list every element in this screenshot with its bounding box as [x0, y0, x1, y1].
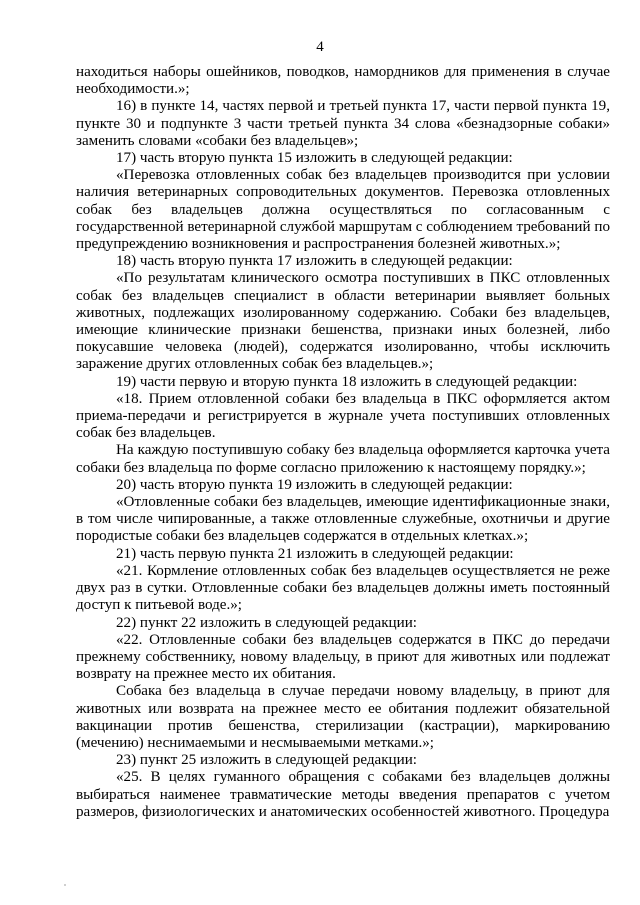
scan-speck — [64, 884, 66, 886]
paragraph-17: «25. В целях гуманного обращения с собаками без владельцев должны выбираться наименее травматические методы введения препаратов с учетом размеров, физиологических и анатомических особенностей животного. Процедура — [76, 769, 610, 820]
paragraph-10: «Отловленные собаки без владельцев, имеющие идентификационные знаки, в том числе чипированные, а также отловленные служебные, охотничьи и другие породистые собаки без владельцев содержатся в отдельных клетках.»; — [76, 494, 610, 545]
paragraph-15: Собака без владельца в случае передачи новому владельцу, в приют для животных или возврата на прежнее место ее обитания подлежит обязательной вакцинации против бешенства, стерилизации (кастрации), маркированию (мечению) неснимаемыми и несмываемыми метками.»; — [76, 683, 610, 751]
paragraph-8: На каждую поступившую собаку без владельца оформляется карточка учета собаки без владельца по форме согласно приложению к настоящему порядку.»; — [76, 442, 610, 476]
paragraph-13: 22) пункт 22 изложить в следующей редакции: — [116, 614, 417, 631]
paragraph-9: 20) часть вторую пункта 19 изложить в следующей редакции: — [116, 476, 513, 493]
paragraph-7: «18. Прием отловленной собаки без владельца в ПКС оформляется актом приема-передачи и регистрируется в журнале учета поступивших отловленных собак без владельцев. — [76, 390, 610, 442]
paragraph-12: «21. Кормление отловленных собак без владельцев осуществляется не реже двух раз в сутки. Отловленные собаки без владельцев должны иметь постоянный доступ к питьевой воде.»; — [76, 562, 610, 614]
document-body — [76, 64, 610, 821]
paragraph-11: 21) часть первую пункта 21 изложить в следующей редакции: — [116, 545, 514, 562]
paragraph-0: находиться наборы ошейников, поводков, намордников для применения в случае необходимости.»; — [76, 64, 610, 98]
page-number: 4 — [316, 39, 324, 55]
paragraph-16: 23) пункт 25 изложить в следующей редакции: — [116, 752, 417, 769]
paragraph-2: 17) часть вторую пункта 15 изложить в следующей редакции: — [116, 150, 513, 167]
paragraph-4: 18) часть вторую пункта 17 изложить в следующей редакции: — [116, 253, 513, 270]
paragraph-5: «По результатам клинического осмотра поступивших в ПКС отловленных собак без владельцев специалист в области ветеринарии выявляет больных животных, подлежащих изолированному содержанию. Собаки без владельцев, имеющие клинические признаки бешенства, признаки иных болезней, либо покусавшие человека (людей), содержатся изолированно, чтобы исключить заражение других отловленных собак без владельцев.»; — [76, 270, 610, 373]
paragraph-3: «Перевозка отловленных собак без владельцев производится при условии наличия ветеринарных сопроводительных документов. Перевозка отловленных собак без владельцев должна осуществляться по согласованным с государственной ветеринарной службой маршрутам с соблюдением требований по предупреждению возникновения и распространения болезней животных.»; — [76, 167, 610, 253]
paragraph-1: 16) в пункте 14, частях первой и третьей пункта 17, части первой пункта 19, пункте 30 и подпункте 3 части третьей пункта 34 слова «безнадзорные собаки» заменить словами «собаки без владельцев»; — [76, 98, 610, 149]
paragraph-6: 19) части первую и вторую пункта 18 изложить в следующей редакции: — [116, 373, 578, 390]
paragraph-14: «22. Отловленные собаки без владельцев содержатся в ПКС до передачи прежнему собственнику, новому владельцу, в приют для животных или подлежат возврату на прежнее место их обитания. — [76, 631, 610, 683]
